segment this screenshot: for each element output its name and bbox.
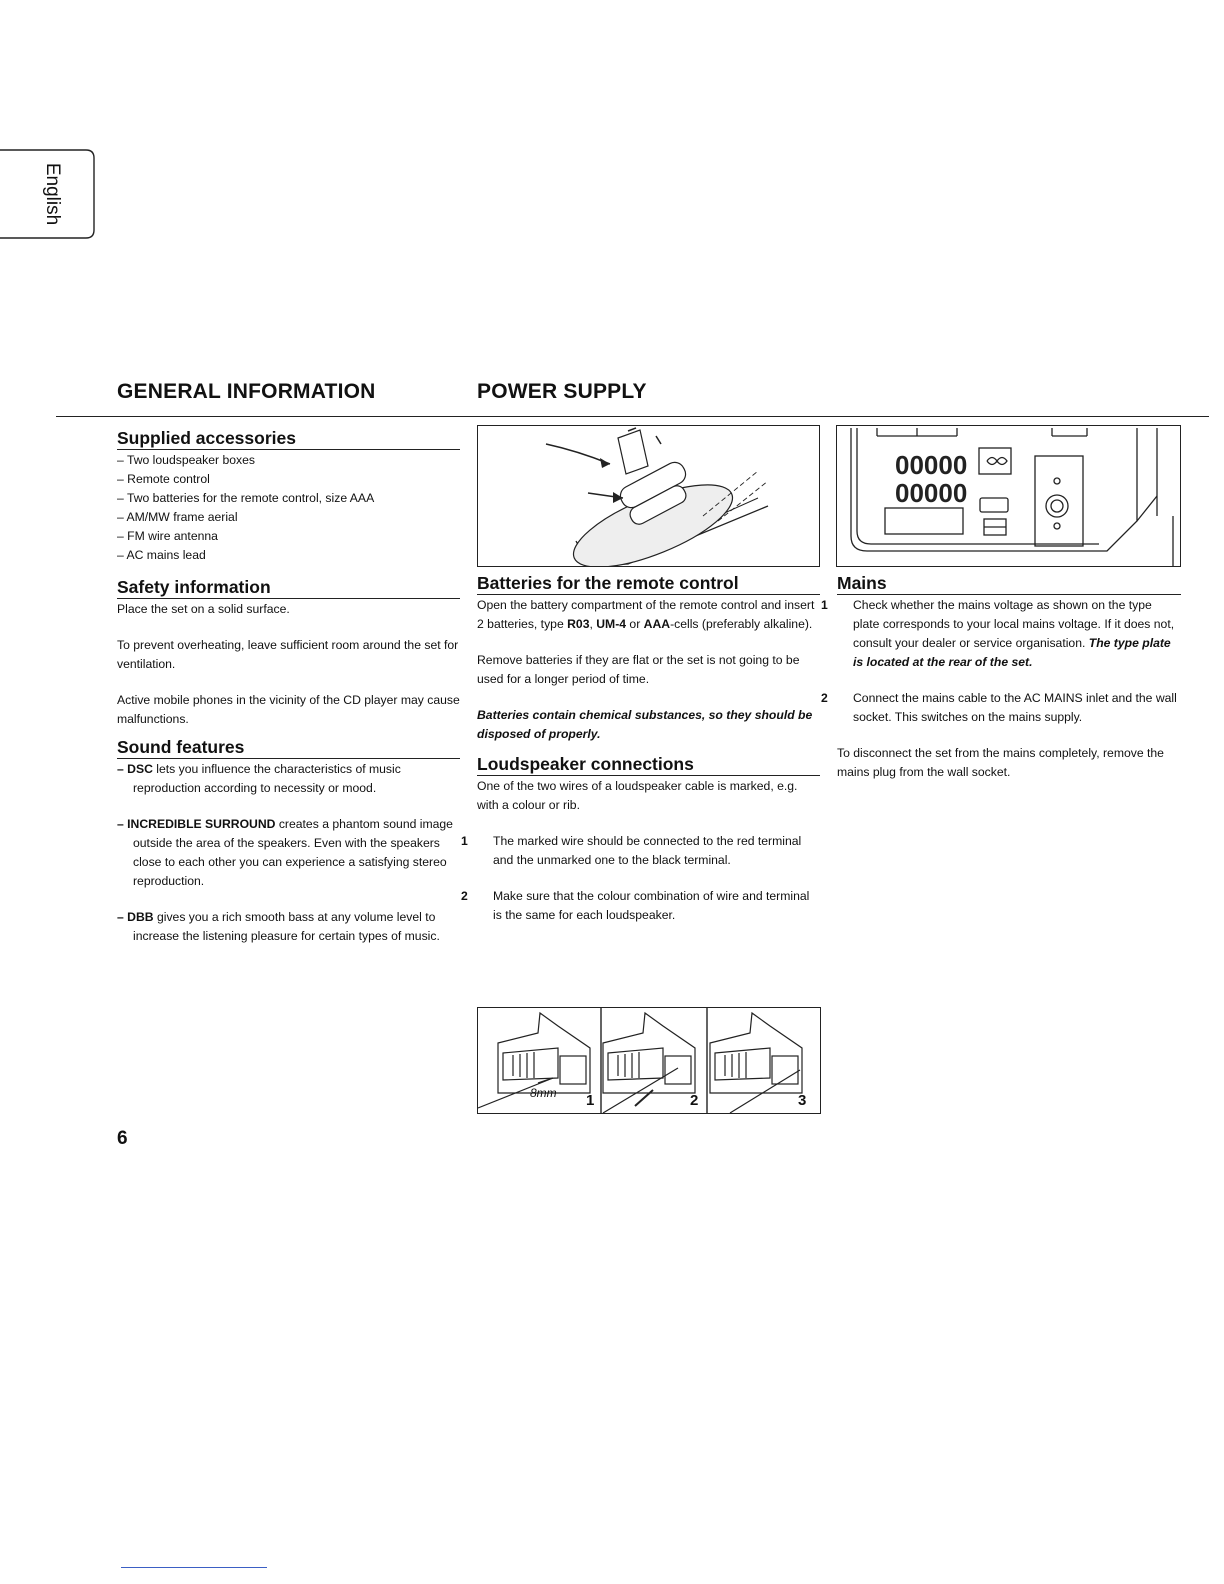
footer-rule	[121, 1567, 267, 1568]
dsc-text: lets you influence the characteristics of music reproduction according to necessity or mood.	[133, 762, 401, 795]
step-3-label: 3	[798, 1092, 807, 1109]
batteries-warning: Batteries contain chemical substances, so they should be disposed of properly.	[477, 708, 813, 741]
dbb-feature	[117, 908, 460, 946]
list-item: – AC mains lead	[117, 548, 206, 562]
loudspeaker-step	[461, 887, 820, 925]
language-label: English	[42, 162, 63, 226]
batteries-text-part: or	[626, 617, 644, 631]
batteries-paragraph: Remove batteries if they are flat or the set is not going to be used for a longer period of time.	[477, 653, 800, 686]
mains-step-2	[821, 689, 1181, 727]
sound-features-title: Sound features	[117, 737, 460, 759]
batteries-text-part: ,	[589, 617, 597, 631]
step-1-label: 1	[586, 1092, 595, 1109]
battery-type-r03: R03	[567, 617, 590, 631]
loudspeaker-step	[461, 832, 820, 870]
svg-text:00000: 00000	[895, 450, 968, 480]
dbb-text: gives you a rich smooth bass at any volume level to increase the listening pleasure for certain types of music.	[133, 910, 440, 943]
svg-text:00000: 00000	[895, 478, 968, 508]
incredible-surround-label: – INCREDIBLE SURROUND	[117, 817, 276, 831]
page-number: 6	[117, 1128, 128, 1149]
type-plate-note: The type plate is located at the rear of the set.	[853, 636, 1171, 669]
step-text: Connect the mains cable to the AC MAINS inlet and the wall socket. This switches on the mains supply.	[853, 691, 1177, 724]
safety-paragraph: Active mobile phones in the vicinity of the CD player may cause malfunctions.	[117, 693, 460, 726]
mains-text	[821, 596, 1181, 782]
wire-length-label: 8mm	[530, 1086, 557, 1100]
safety-paragraph: Place the set on a solid surface.	[117, 602, 290, 616]
supplied-accessories-title: Supplied accessories	[117, 428, 460, 450]
mains-disconnect-note: To disconnect the set from the mains completely, remove the mains plug from the wall socket.	[837, 746, 1164, 779]
step-number: 1	[821, 598, 828, 612]
rear-panel-illustration	[836, 425, 1181, 567]
batteries-text-part: -cells (preferably alkaline).	[670, 617, 813, 631]
step-number: 2	[821, 691, 828, 705]
loudspeaker-text	[461, 777, 820, 925]
dsc-feature	[117, 760, 460, 798]
header-rule	[56, 416, 1209, 417]
incredible-surround-feature	[117, 815, 460, 891]
loudspeaker-terminal-illustration	[477, 1007, 821, 1114]
batteries-text	[477, 596, 820, 744]
sound-features-text	[117, 760, 460, 946]
supplied-accessories-list	[117, 451, 460, 565]
list-item: – Remote control	[117, 472, 210, 486]
battery-type-um4: UM-4	[596, 617, 627, 631]
step-text: Make sure that the colour combination of wire and terminal is the same for each loudspeaker.	[493, 889, 810, 922]
dbb-label: – DBB	[117, 910, 154, 924]
dsc-label: – DSC	[117, 762, 153, 776]
middle-column	[461, 573, 820, 925]
safety-information-title: Safety information	[117, 577, 460, 599]
right-column	[821, 573, 1181, 782]
step-text: Check whether the mains voltage as shown on the type plate corresponds to your local mains voltage. If it does not, consult your dealer or service organisation.	[853, 598, 1175, 650]
batteries-paragraph	[477, 596, 820, 634]
list-item: – Two loudspeaker boxes	[117, 453, 255, 467]
list-item: – AM/MW frame aerial	[117, 510, 238, 524]
left-column	[117, 428, 460, 946]
step-number: 2	[461, 889, 468, 903]
mains-step-1	[821, 596, 1181, 672]
safety-paragraph: To prevent overheating, leave sufficient room around the set for ventilation.	[117, 638, 459, 671]
language-tab	[0, 148, 95, 240]
battery-type-aaa: AAA	[643, 617, 671, 631]
remote-battery-illustration	[477, 425, 820, 567]
list-item: – Two batteries for the remote control, size AAA	[117, 491, 375, 505]
list-item: – FM wire antenna	[117, 529, 218, 543]
batteries-title: Batteries for the remote control	[477, 573, 820, 595]
general-information-heading: GENERAL INFORMATION	[117, 380, 376, 403]
step-number: 1	[461, 834, 468, 848]
step-text: The marked wire should be connected to the red terminal and the unmarked one to the black terminal.	[493, 834, 802, 867]
step-2-label: 2	[690, 1092, 699, 1109]
mains-title: Mains	[837, 573, 1181, 595]
power-supply-heading: POWER SUPPLY	[477, 380, 647, 403]
loudspeaker-connections-title: Loudspeaker connections	[477, 754, 820, 776]
incredible-surround-text: creates a phantom sound image outside the area of the speakers. Even with the speakers close to each other you can experience a satisfying stereo reproduction.	[133, 817, 453, 888]
loudspeaker-intro: One of the two wires of a loudspeaker cable is marked, e.g. with a colour or rib.	[477, 779, 798, 812]
batteries-text-part: Open the battery compartment of the remote control and insert 2 batteries, type	[477, 598, 815, 631]
safety-information-text	[117, 600, 460, 729]
